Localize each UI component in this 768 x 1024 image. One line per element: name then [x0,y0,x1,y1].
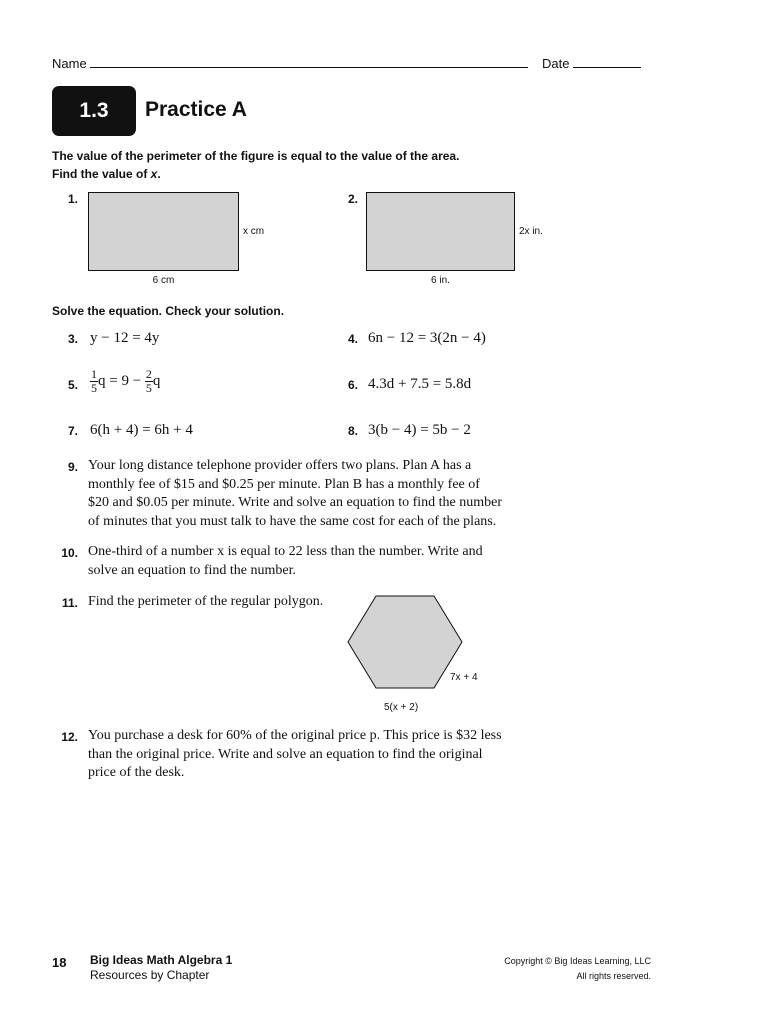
word-problem-10: One-third of a number x is equal to 22 less than the number. Write and solve an equation to find the number. [88,544,483,578]
regular-hexagon-figure [340,590,470,700]
rectangle-2-bottom-label: 6 in. [431,275,450,286]
equation-8: 3(b − 4) = 5b − 2 [368,422,471,438]
instructions-perimeter [52,147,459,183]
rectangle-1-bottom-label: 6 cm [152,275,175,286]
rectangle-2-side-label: 2x in. [519,226,543,237]
copyright-notice: Copyright © Big Ideas Learning, LLC All rights reserved. [504,956,651,981]
equation-4: 6n − 12 = 3(2n − 4) [368,330,486,346]
problem-number: 10. [61,546,78,560]
fraction-two-fifths: $\frac{2}{5}$ [145,367,152,395]
equation-7: 6(h + 4) = 6h + 4 [90,422,193,438]
instructions-line-1: The value of the perimeter of the figure is equal to the value of the area. [52,149,460,163]
word-problem-12: You purchase a desk for 60% of the original price p. This price is $32 less than the original price. Write and solve an equation to find the original price of the desk. [88,728,502,780]
problem-number: 1. [67,192,78,206]
rectangle-figure-2 [366,192,515,271]
book-title: Big Ideas Math Algebra 1 [90,953,233,967]
date-label: Date [542,56,570,71]
name-field [52,56,528,71]
problem-number: 6. [347,378,358,392]
date-field [542,56,641,71]
problem-number: 3. [67,332,78,346]
problem-number: 9. [67,460,78,474]
equation-5: $\frac{1}{5}$ q = 9 − $\frac{2}{5}$ q [91,367,161,395]
problem-number: 7. [67,424,78,438]
hexagon-side-label: 7x + 4 [450,672,478,683]
hexagon-shape [348,596,462,688]
problem-number: 4. [347,332,358,346]
page-title: Practice A [145,98,247,121]
name-label: Name [52,56,87,71]
date-blank [573,56,641,68]
equation-3: y − 12 = 4y [90,330,160,346]
instructions-line-2: Find the value of x. [52,167,161,181]
problem-number: 8. [347,424,358,438]
problem-number: 12. [61,730,78,744]
problem-number: 2. [347,192,358,206]
book-subtitle: Resources by Chapter [90,968,210,982]
equation-6: 4.3d + 7.5 = 5.8d [368,376,472,392]
word-problem-9: Your long distance telephone provider offers two plans. Plan A has a monthly fee of $15 and $0.25 per minute. Plan B has a monthly fee of $20 and $0.05 per minute. Write and solve an equation to find the number of minutes that you must talk to have the same cost for each of the plans. [88,458,503,529]
problem-number: 11. [61,596,78,610]
word-problem-11: Find the perimeter of the regular polygon. [88,594,324,609]
rectangle-1-side-label: x cm [243,226,265,237]
instructions-solve: Solve the equation. Check your solution. [52,304,285,318]
name-blank [90,56,528,68]
rectangle-figure-1 [88,192,239,271]
page-number: 18 [52,955,67,970]
section-badge: 1.3 [52,86,136,136]
fraction-one-fifth: $\frac{1}{5}$ [91,367,97,395]
problem-number: 5. [67,378,78,392]
hexagon-bottom-label: 5(x + 2) [384,702,419,713]
